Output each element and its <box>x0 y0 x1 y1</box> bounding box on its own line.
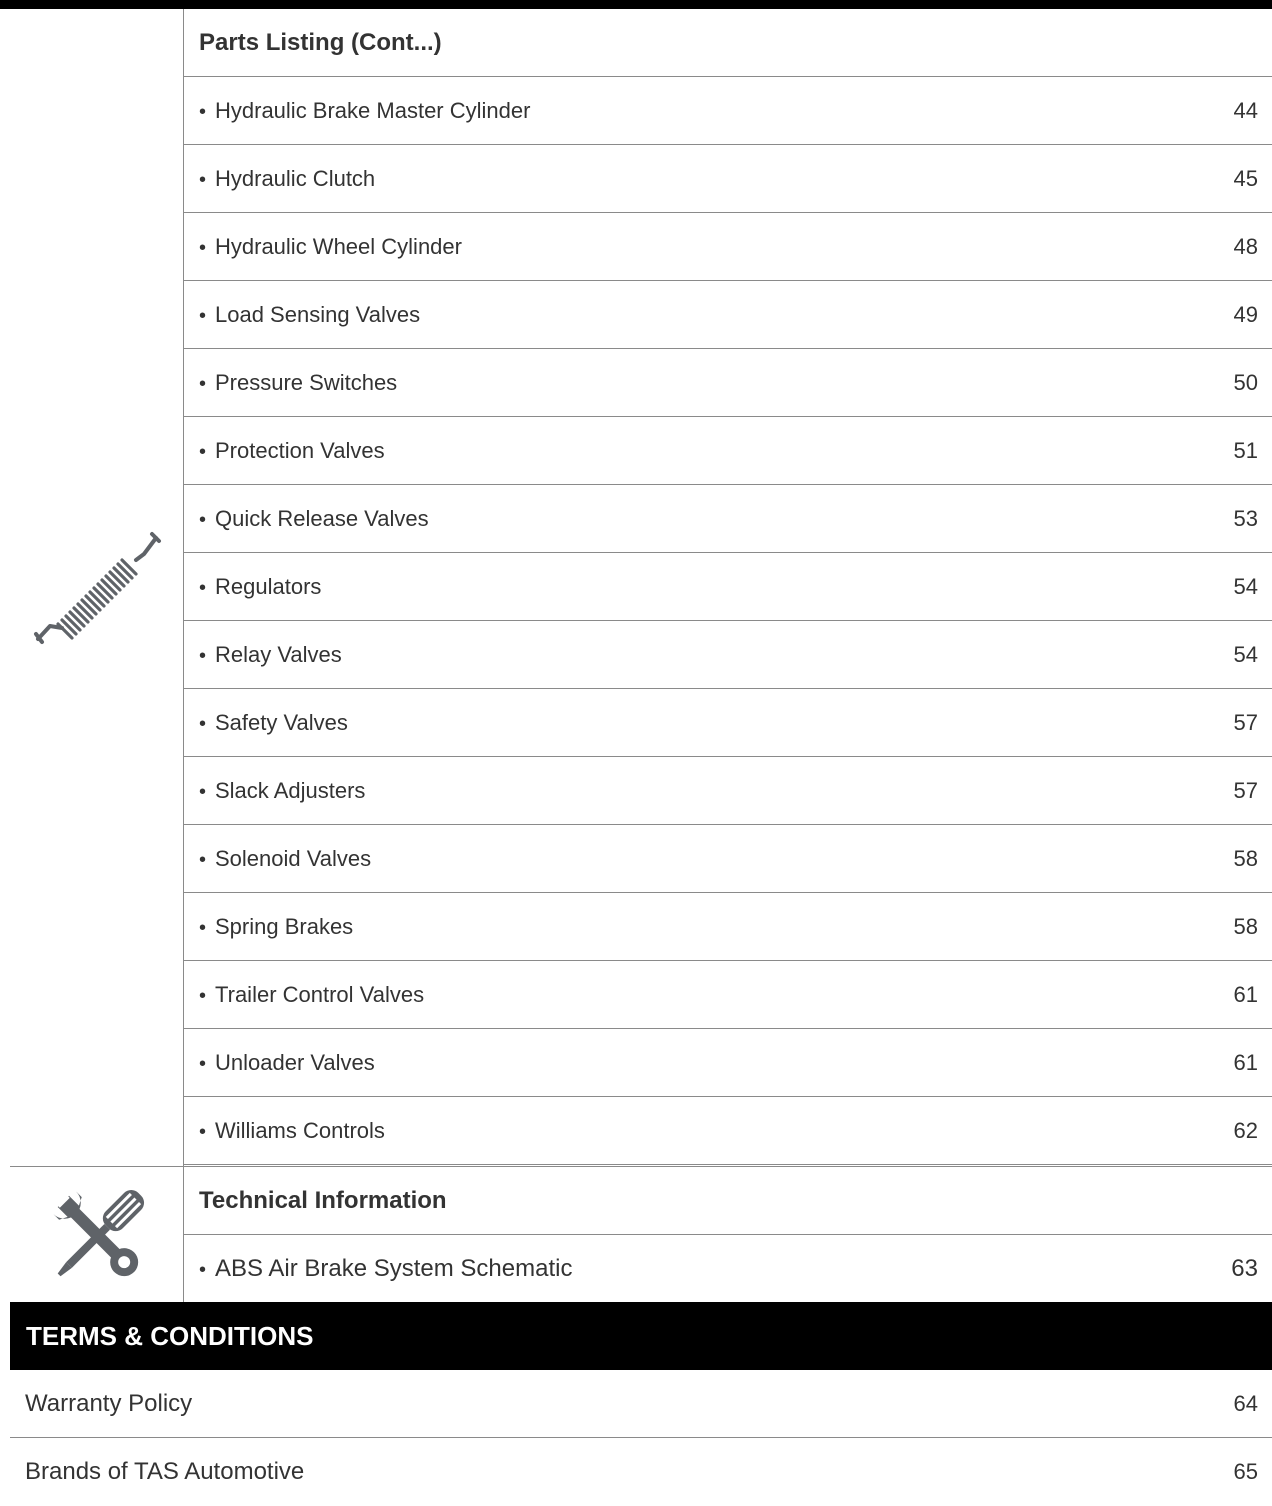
entry-page-number: 50 <box>1233 370 1258 395</box>
terms-conditions-bar <box>10 1302 1272 1370</box>
entry-text: Slack Adjusters <box>215 778 366 803</box>
entry-label <box>199 961 424 1030</box>
entry-label <box>199 825 371 894</box>
toc-entry[interactable] <box>184 485 1272 553</box>
entry-text: Hydraulic Wheel Cylinder <box>215 234 462 259</box>
bullet-icon: • <box>199 237 207 259</box>
bullet-icon: • <box>199 169 207 191</box>
bullet-icon: • <box>199 577 207 599</box>
tech-icon-column <box>10 1167 184 1303</box>
bullet-icon: • <box>199 509 207 531</box>
toc-entry[interactable] <box>184 145 1272 213</box>
toc-entry-brands[interactable] <box>10 1438 1272 1506</box>
bullet-icon: • <box>199 917 207 939</box>
bullet-icon: • <box>199 373 207 395</box>
entry-page-number: 54 <box>1233 574 1258 599</box>
bullet-icon: • <box>199 305 207 327</box>
entry-text: Safety Valves <box>215 710 348 735</box>
entry-label <box>199 281 420 350</box>
technical-information-heading: Technical Information <box>199 1187 447 1214</box>
toc-entry[interactable] <box>184 213 1272 281</box>
entry-page-number: 58 <box>1233 914 1258 939</box>
entry-label <box>199 553 321 622</box>
entry-page-number: 54 <box>1233 642 1258 667</box>
entry-page-number: 53 <box>1233 506 1258 531</box>
bullet-icon: • <box>199 849 207 871</box>
parts-listing-section <box>10 9 1272 1166</box>
entry-page-number: 63 <box>1231 1255 1258 1282</box>
entry-text: Regulators <box>215 574 322 599</box>
toc-entry[interactable] <box>184 893 1272 961</box>
bullet-icon: • <box>199 985 207 1007</box>
tech-rows <box>184 1167 1272 1303</box>
toc-entry[interactable] <box>184 281 1272 349</box>
bullet-icon: • <box>199 1121 207 1143</box>
bullet-icon: • <box>199 713 207 735</box>
toc-entry[interactable] <box>184 1029 1272 1097</box>
entry-page-number: 57 <box>1233 710 1258 735</box>
section-heading <box>184 1167 1272 1235</box>
toc-entry-warranty-policy[interactable] <box>10 1370 1272 1438</box>
entry-text: Solenoid Valves <box>215 846 372 871</box>
toc-entry[interactable] <box>184 417 1272 485</box>
entry-label <box>199 1235 572 1304</box>
entry-label: Warranty Policy <box>25 1390 193 1417</box>
entry-label <box>199 349 397 418</box>
entry-text: Pressure Switches <box>215 370 398 395</box>
technical-information-section <box>10 1166 1272 1303</box>
top-rule <box>0 0 1272 9</box>
entry-label <box>199 1097 385 1166</box>
entry-label <box>199 1029 375 1098</box>
entry-label <box>199 621 342 690</box>
entry-page-number: 58 <box>1233 846 1258 871</box>
bullet-icon: • <box>199 1053 207 1075</box>
bullet-icon: • <box>199 645 207 667</box>
parts-icon-column <box>10 9 184 1166</box>
entry-page-number: 48 <box>1233 234 1258 259</box>
entry-label <box>199 485 429 554</box>
entry-label <box>199 145 375 214</box>
toc-entry[interactable] <box>184 757 1272 825</box>
entry-page-number: 51 <box>1233 438 1258 463</box>
bullet-icon: • <box>199 441 207 463</box>
parts-rows <box>184 9 1272 1165</box>
entry-text: Relay Valves <box>215 642 342 667</box>
entry-text: Trailer Control Valves <box>215 982 425 1007</box>
entry-text: Unloader Valves <box>215 1050 375 1075</box>
entry-page-number: 62 <box>1233 1118 1258 1143</box>
entry-label <box>199 417 385 486</box>
wrench-screwdriver-icon <box>43 1181 153 1291</box>
toc-entry[interactable] <box>184 961 1272 1029</box>
entry-text: ABS Air Brake System Schematic <box>215 1255 573 1282</box>
bullet-icon: • <box>199 1259 207 1281</box>
entry-label <box>199 77 530 146</box>
entry-page-number: 61 <box>1233 982 1258 1007</box>
toc-entry[interactable] <box>184 621 1272 689</box>
toc-entry[interactable] <box>184 1097 1272 1165</box>
entry-text: Spring Brakes <box>215 914 354 939</box>
entry-page-number: 45 <box>1233 166 1258 191</box>
toc-entry[interactable] <box>184 825 1272 893</box>
bullet-icon: • <box>199 781 207 803</box>
entry-label <box>199 689 348 758</box>
entry-page-number: 61 <box>1233 1050 1258 1075</box>
entry-page-number: 57 <box>1233 778 1258 803</box>
entry-label: Brands of TAS Automotive <box>25 1458 305 1485</box>
bullet-icon: • <box>199 101 207 123</box>
entry-label <box>199 757 365 826</box>
entry-label <box>199 213 462 282</box>
section-heading <box>184 9 1272 77</box>
entry-page-number: 64 <box>1233 1391 1258 1416</box>
toc-entry[interactable] <box>184 689 1272 757</box>
entry-page-number: 44 <box>1233 98 1258 123</box>
entry-page-number: 49 <box>1233 302 1258 327</box>
entry-text: Protection Valves <box>215 438 385 463</box>
entry-page-number: 65 <box>1233 1459 1258 1484</box>
entry-text: Hydraulic Clutch <box>215 166 376 191</box>
toc-entry[interactable] <box>184 349 1272 417</box>
toc-entry[interactable] <box>184 1235 1272 1303</box>
entry-text: Hydraulic Brake Master Cylinder <box>215 98 531 123</box>
toc-entry[interactable] <box>184 77 1272 145</box>
entry-text: Williams Controls <box>215 1118 385 1143</box>
entry-label <box>199 893 353 962</box>
parts-listing-heading: Parts Listing (Cont...) <box>199 29 442 56</box>
entry-text: Quick Release Valves <box>215 506 429 531</box>
toc-entry[interactable] <box>184 553 1272 621</box>
entry-text: Load Sensing Valves <box>215 302 421 327</box>
spring-icon <box>28 524 168 664</box>
terms-conditions-heading: TERMS & CONDITIONS <box>26 1321 314 1351</box>
